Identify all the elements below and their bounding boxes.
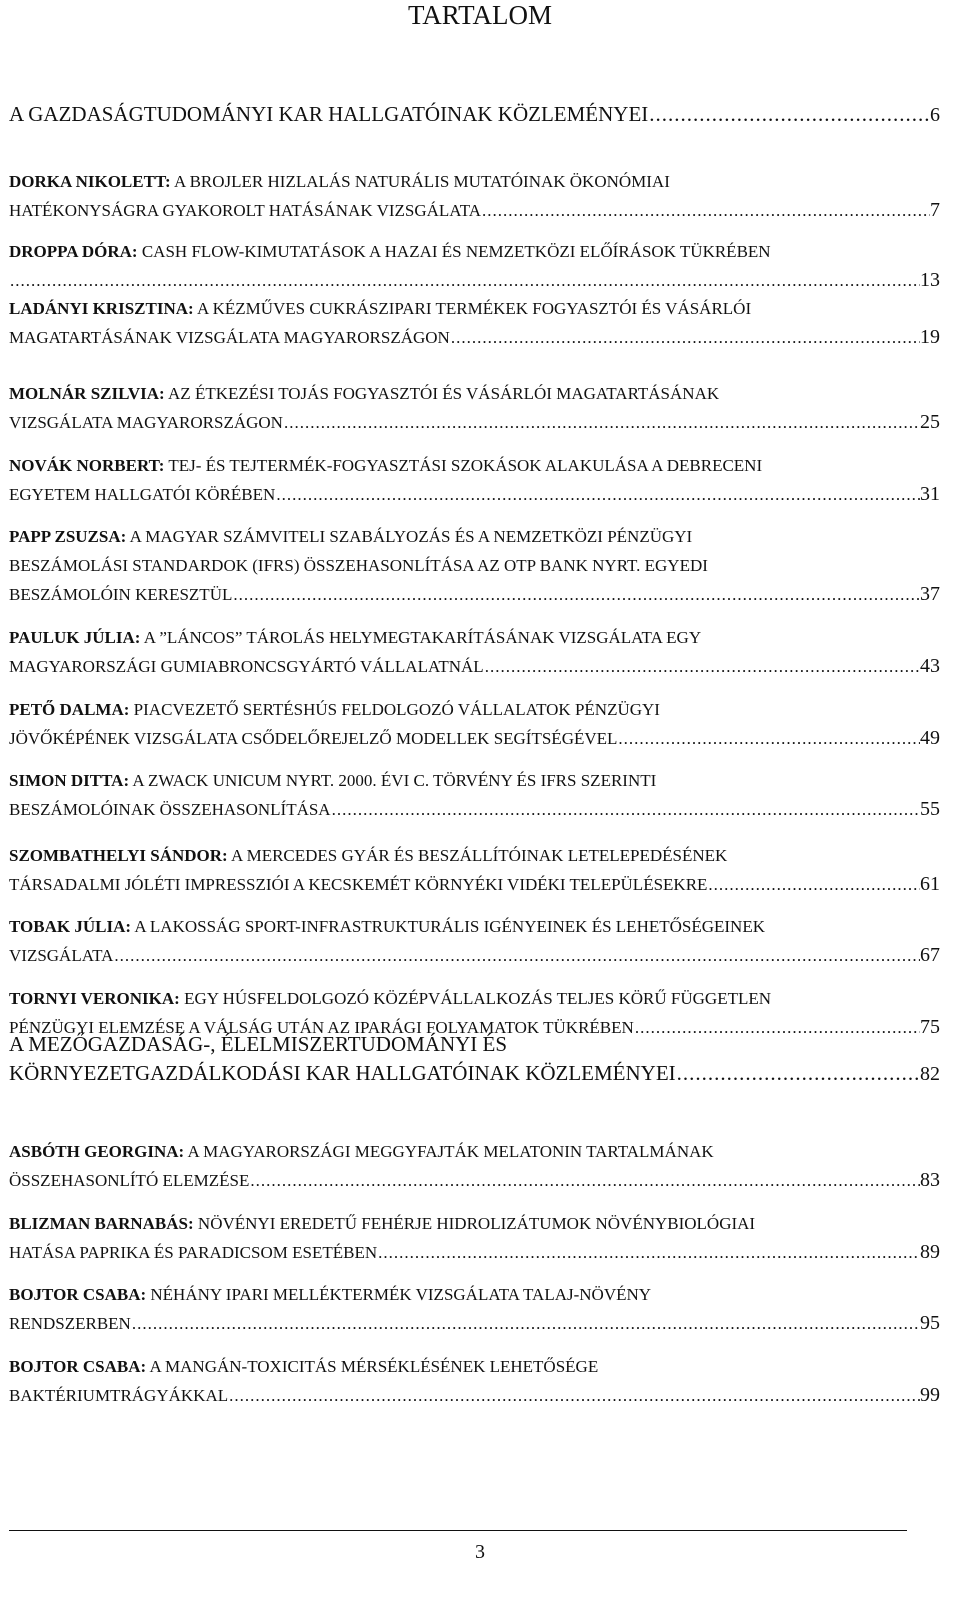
toc-line-text: ÖSSZEHASONLÍTÓ ELEMZÉSE (9, 1171, 250, 1190)
toc-page-number: 43 (920, 655, 940, 677)
toc-line-text: BOJTOR CSABA: A MANGÁN-TOXICITÁS MÉRSÉKLÉSÉNEK LEHETŐSÉGE (9, 1357, 599, 1376)
toc-line-text: A MEZŐGAZDASÁG-, ÉLELMISZERTUDOMÁNYI ÉS (9, 1032, 508, 1056)
toc-line-text: EGYETEM HALLGATÓI KÖRÉBEN (9, 485, 276, 504)
toc-line-text: BLIZMAN BARNABÁS: NÖVÉNYI EREDETŰ FEHÉRJE HIDROLIZÁTUMOK NÖVÉNYBIOLÓGIAI (9, 1214, 756, 1233)
author-name: LADÁNYI KRISZTINA: (9, 299, 194, 318)
toc-entry (9, 1137, 940, 1195)
toc-page-number: 67 (920, 944, 940, 966)
page-number: 3 (475, 1541, 485, 1563)
toc-entry (9, 294, 940, 352)
dot-leader (331, 795, 920, 824)
toc-page-number: 19 (920, 326, 940, 348)
dot-leader (131, 1309, 920, 1338)
section-heading (9, 1030, 940, 1088)
toc-entry (9, 1352, 940, 1410)
author-name: DROPPA DÓRA: (9, 242, 138, 261)
toc-line-text: A GAZDASÁGTUDOMÁNYI KAR HALLGATÓINAK KÖZLEMÉNYEI (9, 102, 649, 126)
author-name: SZOMBATHELYI SÁNDOR: (9, 846, 228, 865)
toc-line-text: TOBAK JÚLIA: A LAKOSSÁG SPORT-INFRASTRUKTURÁLIS IGÉNYEINEK ÉS LEHETŐSÉGEINEK (9, 917, 765, 936)
toc-line-text: MAGYARORSZÁGI GUMIABRONCSGYÁRTÓ VÁLLALATNÁL (9, 657, 484, 676)
toc-page-number: 75 (920, 1016, 940, 1038)
toc-page-number: 83 (920, 1169, 940, 1191)
author-name: PETŐ DALMA: (9, 700, 130, 719)
dot-leader (9, 266, 920, 295)
author-name: ASBÓTH GEORGINA: (9, 1142, 185, 1161)
toc-line-text: MAGATARTÁSÁNAK VIZSGÁLATA MAGYARORSZÁGON (9, 328, 450, 347)
toc-line-text: RENDSZERBEN (9, 1314, 131, 1333)
toc-page-number: 13 (920, 269, 940, 291)
toc-line-text: VIZSGÁLATA (9, 946, 114, 965)
toc-page-number: 82 (920, 1063, 940, 1085)
toc-entry (9, 841, 940, 899)
author-name: BOJTOR CSABA: (9, 1285, 147, 1304)
toc-entry (9, 695, 940, 753)
dot-leader (232, 580, 920, 609)
toc-line-text: DROPPA DÓRA: CASH FLOW-KIMUTATÁSOK A HAZAI ÉS NEMZETKÖZI ELŐÍRÁSOK TÜKRÉBEN (9, 242, 771, 261)
dot-leader (450, 323, 920, 352)
toc-page-number: 7 (930, 199, 940, 221)
toc-page-number: 99 (920, 1384, 940, 1406)
toc-entry (9, 1209, 940, 1267)
toc-line-text: DORKA NIKOLETT: A BROJLER HIZLALÁS NATURÁLIS MUTATÓINAK ÖKONÓMIAI (9, 172, 670, 191)
toc-entry (9, 1280, 940, 1338)
dot-leader (648, 100, 930, 129)
toc-line-text: PAPP ZSUZSA: A MAGYAR SZÁMVITELI SZABÁLYOZÁS ÉS A NEMZETKÖZI PÉNZÜGYI (9, 527, 693, 546)
author-name: NOVÁK NORBERT: (9, 456, 165, 475)
toc-page-number: 95 (920, 1312, 940, 1334)
section-heading (9, 100, 940, 129)
toc-page-number: 25 (920, 411, 940, 433)
toc-line-text: VIZSGÁLATA MAGYARORSZÁGON (9, 413, 283, 432)
toc-entry (9, 912, 940, 970)
author-name: TORNYI VERONIKA: (9, 989, 180, 1008)
toc-line-text: TÁRSADALMI JÓLÉTI IMPRESSZIÓI A KECSKEMÉT KÖRNYÉKI VIDÉKI TELEPÜLÉSEKRE (9, 875, 708, 894)
dot-leader (113, 941, 920, 970)
author-name: BOJTOR CSABA: (9, 1357, 147, 1376)
page-title: TARTALOM (407, 0, 553, 30)
toc-line-text: KÖRNYEZETGAZDÁLKODÁSI KAR HALLGATÓINAK KÖZLEMÉNYEI (9, 1061, 676, 1085)
author-name: PAULUK JÚLIA: (9, 628, 141, 647)
toc-line-text: HATÁSA PAPRIKA ÉS PARADICSOM ESETÉBEN (9, 1243, 378, 1262)
author-name: BLIZMAN BARNABÁS: (9, 1214, 194, 1233)
author-name: TOBAK JÚLIA: (9, 917, 132, 936)
toc-line-text: BESZÁMOLÁSI STANDARDOK (IFRS) ÖSSZEHASONLÍTÁSA AZ OTP BANK NYRT. EGYEDI (9, 556, 708, 575)
toc-line-text: TORNYI VERONIKA: EGY HÚSFELDOLGOZÓ KÖZÉPVÁLLALKOZÁS TELJES KÖRŰ FÜGGETLEN (9, 989, 772, 1008)
author-name: MOLNÁR SZILVIA: (9, 384, 165, 403)
dot-leader (377, 1238, 920, 1267)
toc-line-text: PAULUK JÚLIA: A ”LÁNCOS” TÁROLÁS HELYMEGTAKARÍTÁSÁNAK VIZSGÁLATA EGY (9, 628, 702, 647)
toc-line-text: BESZÁMOLÓINAK ÖSSZEHASONLÍTÁSA (9, 800, 331, 819)
toc-line-text: PÉNZÜGYI ELEMZÉSE A VÁLSÁG UTÁN AZ IPARÁGI FOLYAMATOK TÜKRÉBEN (9, 1018, 634, 1037)
toc-page-number: 31 (920, 483, 940, 505)
toc-line-text: SIMON DITTA: A ZWACK UNICUM NYRT. 2000. ÉVI C. TÖRVÉNY ÉS IFRS SZERINTI (9, 771, 657, 790)
toc-entry (9, 522, 940, 609)
toc-line-text: BOJTOR CSABA: NÉHÁNY IPARI MELLÉKTERMÉK VIZSGÁLATA TALAJ-NÖVÉNY (9, 1285, 652, 1304)
toc-line-text: BESZÁMOLÓIN KERESZTÜL (9, 585, 233, 604)
toc-line-text: ASBÓTH GEORGINA: A MAGYARORSZÁGI MEGGYFAJTÁK MELATONIN TARTALMÁNAK (9, 1142, 714, 1161)
toc-entry (9, 766, 940, 824)
toc-line-text: PETŐ DALMA: PIACVEZETŐ SERTÉSHÚS FELDOLGOZÓ VÁLLALATOK PÉNZÜGYI (9, 700, 660, 719)
toc-page-number: 49 (920, 727, 940, 749)
dot-leader (707, 870, 920, 899)
footer-divider (9, 1530, 907, 1531)
toc-entry (9, 623, 940, 681)
author-name: DORKA NIKOLETT: (9, 172, 171, 191)
dot-leader (249, 1166, 920, 1195)
dot-leader (676, 1059, 920, 1088)
toc-line-text: HATÉKONYSÁGRA GYAKOROLT HATÁSÁNAK VIZSGÁLATA (9, 201, 481, 220)
toc-line-text: NOVÁK NORBERT: TEJ- ÉS TEJTERMÉK-FOGYASZTÁSI SZOKÁSOK ALAKULÁSA A DEBRECENI (9, 456, 763, 475)
toc-line-text: MOLNÁR SZILVIA: AZ ÉTKEZÉSI TOJÁS FOGYASZTÓI ÉS VÁSÁRLÓI MAGATARTÁSÁNAK (9, 384, 720, 403)
toc-page-number: 37 (920, 583, 940, 605)
toc-page-number: 55 (920, 798, 940, 820)
toc-line-text: BAKTÉRIUMTRÁGYÁKKAL (9, 1386, 229, 1405)
dot-leader (484, 652, 920, 681)
toc-line-text: JÖVŐKÉPÉNEK VIZSGÁLATA CSŐDELŐREJELZŐ MODELLEK SEGÍTSÉGÉVEL (9, 729, 618, 748)
toc-page-number: 61 (920, 873, 940, 895)
toc-line-text: SZOMBATHELYI SÁNDOR: A MERCEDES GYÁR ÉS BESZÁLLÍTÓINAK LETELEPEDÉSÉNEK (9, 846, 728, 865)
toc-entry (9, 379, 940, 437)
toc-page-number: 89 (920, 1241, 940, 1263)
toc-line-text: LADÁNYI KRISZTINA: A KÉZMŰVES CUKRÁSZIPARI TERMÉKEK FOGYASZTÓI ÉS VÁSÁRLÓI (9, 299, 752, 318)
dot-leader (228, 1381, 920, 1410)
toc-entry (9, 167, 940, 225)
dot-leader (283, 408, 920, 437)
toc-page-number: 6 (930, 104, 940, 126)
toc-entry (9, 451, 940, 509)
author-name: PAPP ZSUZSA: (9, 527, 127, 546)
dot-leader (617, 724, 920, 753)
dot-leader (481, 196, 930, 225)
dot-leader (275, 480, 920, 509)
toc-entry (9, 237, 940, 295)
author-name: SIMON DITTA: (9, 771, 130, 790)
